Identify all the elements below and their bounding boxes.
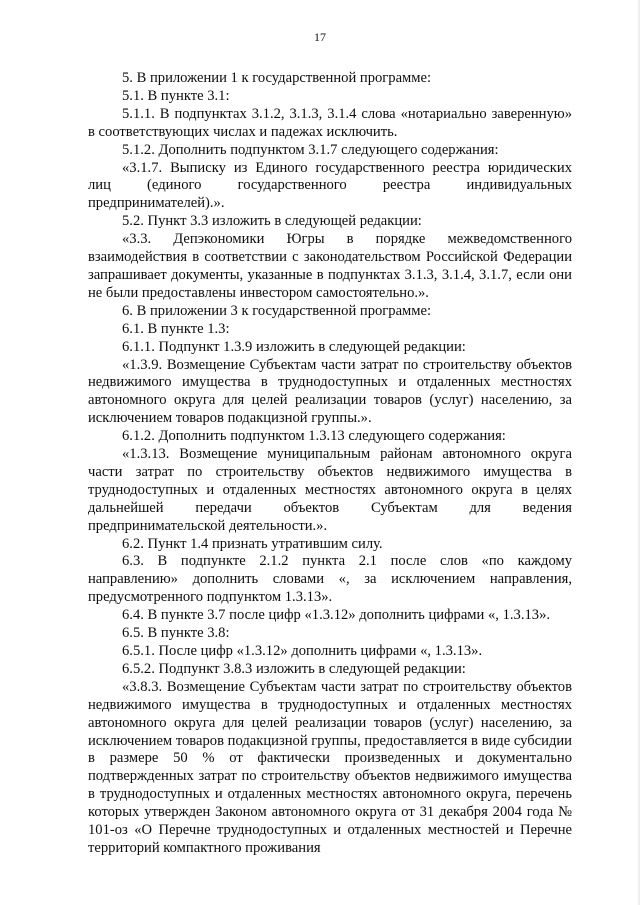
paragraph: «1.3.13. Возмещение муниципальным районам автономного округа части затрат по строительству объектов недвижимого имущества в труднодоступных и отдаленных местностях автономного округа в целях дальнейшей передачи объектов Субъектам для ведения предпринимательской деятельности.». <box>88 446 572 534</box>
paragraph: «3.3. Депэкономики Югры в порядке межведомственного взаимодействия в соответствии с законодательством Российской Федерации запрашивает документы, указанные в подпунктах 3.1.3, 3.1.4, 3.1.7, если они не были предоставлены инвестором самостоятельно.». <box>88 231 572 301</box>
paragraph: 6.1.1. Подпункт 1.3.9 изложить в следующей редакции: <box>122 338 466 355</box>
paragraph: 6.5.1. После цифр «1.3.12» дополнить цифрами «, 1.3.13». <box>122 643 483 659</box>
document-body <box>88 70 572 858</box>
paragraph: 6.1. В пункте 1.3: <box>122 320 230 337</box>
paragraph: 6.2. Пункт 1.4 признать утратившим силу. <box>122 535 383 552</box>
paragraph: 5.1. В пункте 3.1: <box>122 87 230 104</box>
paragraph: 5.1.1. В подпунктах 3.1.2, 3.1.3, 3.1.4 слова «нотариально заверенную» в соответствующих числах и падежах исключить. <box>88 105 572 140</box>
paragraph: «3.8.3. Возмещение Субъектам части затрат по строительству объектов недвижимого имущества в труднодоступных и отдаленных местностях автономного округа для целей реализации товаров (услуг) населению, за исключением товаров подакцизной группы, предоставляется в виде субсидии в размере 50 % от фактически произведенных и документально подтвержденных затрат по строительству объектов недвижимого имущества в труднодоступных и отдаленных местностях автономного округа, перечень которых утвержден Законом автономного округа от 31 декабря 2004 года № 101-оз «О Перечне труднодоступных и отдаленных местностей и Перечне территорий компактного проживания <box>88 678 572 856</box>
paragraph: 6.5.2. Подпункт 3.8.3 изложить в следующей редакции: <box>122 660 466 677</box>
paragraph: 6.5. В пункте 3.8: <box>122 625 230 642</box>
paragraph: 5. В приложении 1 к государственной программе: <box>122 70 432 86</box>
paragraph: «3.1.7. Выписку из Единого государственного реестра юридических лиц (единого государственного реестра индивидуальных предпринимателей).». <box>88 159 572 212</box>
page-number: 17 <box>314 30 326 44</box>
paragraph: 5.1.2. Дополнить подпунктом 3.1.7 следующего содержания: <box>122 141 499 158</box>
paragraph: 6.3. В подпункте 2.1.2 пункта 2.1 после слов «по каждому направлению» дополнить словами «, за исключением направления, предусмотренного подпунктом 1.3.13». <box>88 553 572 606</box>
paragraph: 6.4. В пункте 3.7 после цифр «1.3.12» дополнить цифрами «, 1.3.13». <box>122 607 551 624</box>
paragraph: 6.1.2. Дополнить подпунктом 1.3.13 следующего содержания: <box>122 428 506 445</box>
paragraph: «1.3.9. Возмещение Субъектам части затрат по строительству объектов недвижимого имущества в труднодоступных и отдаленных местностях автономного округа для целей реализации товаров (услуг) населению, за исключением товаров подакцизной группы.». <box>88 356 572 427</box>
paragraph: 6. В приложении 3 к государственной программе: <box>122 302 432 319</box>
paragraph: 5.2. Пункт 3.3 изложить в следующей редакции: <box>122 213 422 230</box>
